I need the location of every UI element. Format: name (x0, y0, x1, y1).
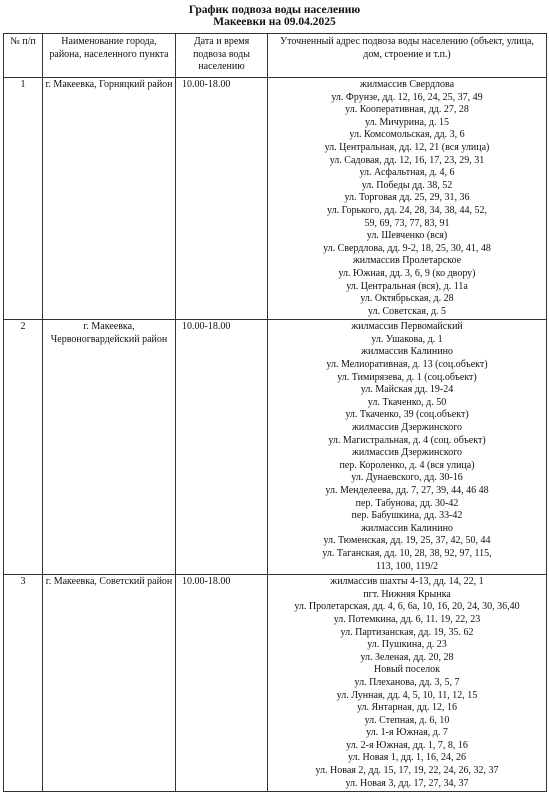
address-line: ул. Кооперативная, дд. 27, 28 (345, 104, 469, 116)
address-line: ул. Шевченко (вся) (366, 230, 448, 242)
address-line: ул. Новая 2, дд. 15, 17, 19, 22, 24, 26, 32, 37 (315, 765, 499, 777)
address-line: ул. Горького, дд. 24, 28, 34, 38, 44, 52, (327, 204, 487, 216)
address-line: 113, 100, 119/2 (375, 560, 439, 572)
address-line: жилмассив Свердлова (359, 79, 455, 90)
address-line: ул. Торговая дд. 25, 29, 31, 36 (344, 192, 470, 204)
address-line: ул. Мелиоративная, д. 13 (соц.объект) (326, 359, 488, 371)
address-line: ул. Тюменская, дд. 19, 25, 37, 42, 50, 44 (323, 535, 491, 547)
header-date-time: Дата и время подвоза воды населению (176, 34, 268, 78)
address-line: ул. Центральная, дд. 12, 21 (вся улица) (324, 141, 490, 153)
header-address: Уточненный адрес подвоза воды населению (объект, улица, дом, строение и т.п.) (268, 34, 547, 78)
address-line: ул. Садовая, дд. 12, 16, 17, 23, 29, 31 (329, 154, 485, 166)
address-line: ул. Дунаевского, дд. 30-16 (351, 472, 463, 484)
table-row (4, 78, 547, 320)
address-line: ул. Комсомольская, дд. 3, 6 (349, 129, 465, 141)
address-line: ул. Пушкина, д. 23 (367, 639, 447, 651)
address-line: ул. Лунная, дд. 4, 5, 10, 11, 12, 15 (336, 689, 478, 701)
address-line: жилмассив шахты 4-13, дд. 14, 22, 1 (330, 576, 484, 588)
address-line: ул. 2-я Южная, дд. 1, 7, 8, 16 (346, 739, 468, 751)
row-number: 3 (4, 575, 43, 792)
address-line: жилмассив Дзержинского (351, 422, 463, 434)
address-line: пер. Табунова, дд. 30-42 (355, 497, 459, 509)
address-line: ул. Победы дд. 38, 52 (361, 179, 453, 191)
address-line: 59, 69, 73, 77, 83, 91 (364, 217, 450, 229)
address-line: ул. Мичурина, д. 15 (364, 116, 450, 128)
address-line: ул. Партизанская, дд. 19, 35. 62 (340, 626, 474, 638)
table-header-row (4, 34, 547, 78)
table-body (4, 78, 547, 792)
address-line: ул. Ушакова, д. 1 (371, 333, 443, 345)
row-address-list (268, 575, 547, 792)
address-line: жилмассив Первомайский (351, 321, 463, 333)
address-line: ул. Свердлова, дд. 9-2, 18, 25, 30, 41, 48 (323, 242, 491, 254)
address-line: ул. Советская, д. 5 (367, 305, 447, 317)
address-line: ул. Потемкина, дд. 6, 11. 19, 22, 23 (333, 613, 481, 625)
address-line: ул. Центральная (вся), д. 11а (346, 280, 468, 292)
table-row (4, 320, 547, 575)
address-line: ул. 1-я Южная, д. 7 (366, 727, 448, 739)
address-line: пер. Бабушкина, дд. 33-42 (351, 510, 463, 522)
table-row (4, 575, 547, 792)
address-line: пгт. Нижняя Крынка (363, 588, 451, 600)
row-delivery-time: 10.00-18.00 (176, 78, 268, 320)
header-number: № п/п (4, 34, 43, 78)
address-line: ул. Асфальтная, д. 4, 6 (359, 167, 455, 179)
address-line: пер. Короленко, д. 4 (вся улица) (339, 459, 475, 471)
row-address-list (268, 78, 547, 320)
address-line: Новый поселок (374, 664, 440, 676)
row-address-list (268, 320, 547, 575)
address-line: ул. Ткаченко, д. 50 (367, 396, 447, 408)
row-delivery-time: 10.00-18.00 (176, 320, 268, 575)
address-line: жилмассив Калинино (361, 522, 453, 534)
address-line: жилмассив Калинино (361, 346, 453, 358)
address-line: жилмассив Пролетарское (352, 255, 462, 267)
address-line: ул. Янтарная, дд. 12, 16 (356, 702, 458, 714)
water-delivery-schedule-table (3, 33, 547, 792)
header-city-district: Наименование города, района, населенного пункта (43, 34, 176, 78)
row-city-district: г. Макеевка, Советский район (43, 575, 176, 792)
address-line: ул. Ткаченко, 39 (соц.объект) (345, 409, 469, 421)
row-city-district: г. Макеевка, Червоногвардейский район (43, 320, 176, 575)
document-title (0, 4, 549, 28)
address-line: ул. Таганская, дд. 10, 28, 38, 92, 97, 115, (322, 547, 492, 559)
title-line-2: Макеевки на 09.04.2025 (213, 16, 336, 28)
address-line: ул. Магистральная, д. 4 (соц. объект) (328, 434, 486, 446)
address-line: ул. Пролетарская, дд. 4, 6, 6а, 10, 16, 20, 24, 30, 36,40 (294, 601, 520, 613)
address-line: ул. Майская дд. 19-24 (360, 384, 454, 396)
address-line: ул. Степная, д. 6, 10 (364, 714, 450, 726)
address-line: ул. Новая 1, дд. 1, 16, 24, 26 (347, 752, 467, 764)
address-line: ул. Плеханова, дд. 3, 5, 7 (354, 676, 460, 688)
address-line: ул. Менделеева, дд. 7, 27, 39, 44, 46 48 (325, 485, 489, 496)
address-line: ул. Октябрьская, д. 28 (360, 293, 454, 305)
address-line: жилмассив Дзержинского (351, 447, 463, 459)
address-line: ул. Зеленая, дд. 20, 28 (360, 651, 454, 663)
address-line: ул. Новая 3, дд. 17, 27, 34, 37 (345, 777, 469, 789)
row-number: 2 (4, 320, 43, 575)
row-number: 1 (4, 78, 43, 320)
row-city-district: г. Макеевка, Горняцкий район (43, 78, 176, 320)
address-line: ул. Южная, дд. 3, 6, 9 (ко двору) (338, 267, 476, 279)
title-line-1: График подвоза воды населению (188, 4, 361, 16)
address-line: ул. Тимирязева, д. 1 (соц.объект) (337, 371, 477, 383)
address-line: ул. Фрунзе, дд. 12, 16, 24, 25, 37, 49 (331, 91, 483, 103)
row-delivery-time: 10.00-18.00 (176, 575, 268, 792)
